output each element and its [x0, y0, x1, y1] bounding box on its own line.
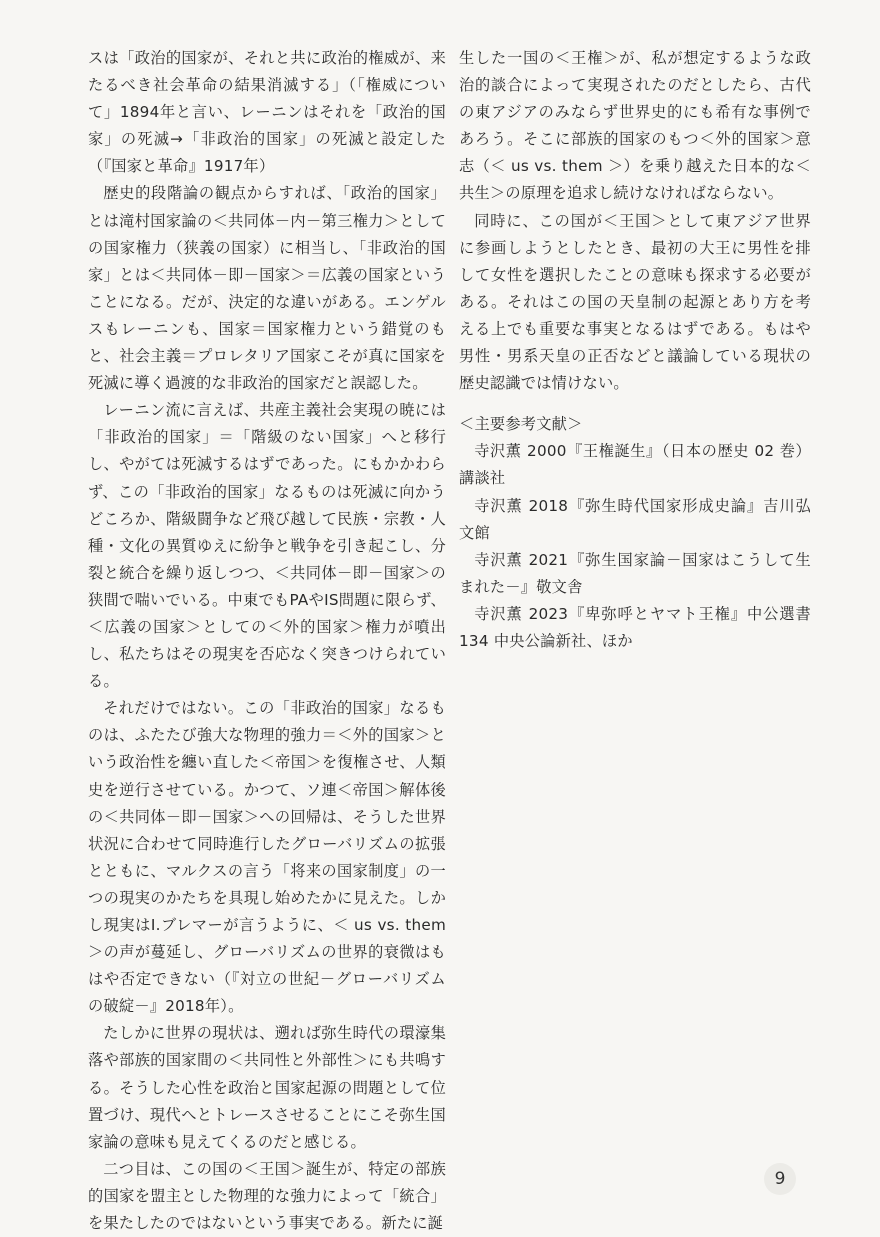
reference-item: 寺沢薫 2021『弥生国家論－国家はこうして生まれた－』敬文舎	[459, 550, 811, 596]
references-heading: ＜主要参考文献＞	[459, 415, 583, 434]
right-column	[459, 45, 811, 655]
page-number: 9	[764, 1163, 796, 1195]
reference-item: 寺沢薫 2023『卑弥呼とヤマト王権』中公選書134 中央公論新社、ほか	[459, 604, 811, 650]
paragraph: 生した一国の＜王権＞が、私が想定するような政治的談合によって実現されたのだとしたら、古代の東アジアのみならず世界史的にも希有な事例であろう。そこに部族的国家のもつ＜外的国家＞意志（＜ us vs. them ＞）を乗り越えた日本的な＜共生＞の原理を追求し続けなければならない。	[459, 49, 811, 203]
paragraph: 二つ目は、この国の＜王国＞誕生が、特定の部族的国家を盟主とした物理的な強力によって「統合」を果たしたのではないという事実である。新たに誕	[88, 1159, 446, 1233]
reference-item: 寺沢薫 2000『王権誕生』（日本の歴史 02 巻）講談社	[459, 442, 811, 488]
paragraph: 歴史的段階論の観点からすれば、「政治的国家」とは滝村国家論の＜共同体－内－第三権力＞としての国家権力（狭義の国家）に相当し、「非政治的国家」とは＜共同体－即－国家＞＝広義の国家ということになる。だが、決定的な違いがある。エンゲルスもレーニンも、国家＝国家権力という錯覚のもと、社会主義＝プロレタリア国家こそが真に国家を死滅に導く過渡的な非政治的国家だと誤認した。	[88, 184, 446, 393]
paragraph: それだけではない。この「非政治的国家」なるものは、ふたたび強大な物理的強力＝＜外的国家＞という政治性を纏い直した＜帝国＞を復権させ、人類史を逆行させている。かつて、ソ連＜帝国＞解体後の＜共同体－即－国家＞への回帰は、そうした世界状況に合わせて同時進行したグローバリズムの拡張とともに、マルクスの言う「将来の国家制度」の一つの現実のかたちを具現し始めたかに見えた。しかし現実はI.ブレマーが言うように、＜ us vs. them ＞の声が蔓延し、グローバリズムの世界的衰微はもはや否定できない（『対立の世紀－グローバリズムの破綻－』2018年）。	[88, 699, 446, 1016]
left-column	[88, 45, 446, 1237]
paragraph: スは「政治的国家が、それと共に政治的権威が、来たるべき社会革命の結果消滅する」（「権威について」1894年と言い、レーニンはそれを「政治的国家」の死滅→「非政治的国家」の死滅と設定した（『国家と革命』1917年）	[88, 49, 446, 176]
reference-item: 寺沢薫 2018『弥生時代国家形成史論』吉川弘文館	[459, 496, 811, 542]
paragraph: レーニン流に言えば、共産主義社会実現の暁には「非政治的国家」＝「階級のない国家」へと移行し、やがては死滅するはずであった。にもかかわらず、この「非政治的国家」なるものは死滅に向かうどころか、階級闘争など飛び越して民族・宗教・人種・文化の異質ゆえに紛争と戦争を引き起こし、分裂と統合を繰り返しつつ、＜共同体－即－国家＞の狭間で喘いでいる。中東でもPAやIS問題に限らず、＜広義の国家＞としての＜外的国家＞権力が噴出し、私たちはその現実を否応なく突きつけられている。	[88, 401, 446, 691]
paragraph: たしかに世界の現状は、遡れば弥生時代の環濠集落や部族的国家間の＜共同性と外部性＞にも共鳴する。そうした心性を政治と国家起源の問題として位置づけ、現代へとトレースさせることにこそ弥生国家論の意味も見えてくるのだと感じる。	[88, 1024, 446, 1151]
paragraph: 同時に、この国が＜王国＞として東アジア世界に参画しようとしたとき、最初の大王に男性を排して女性を選択したことの意味も探求する必要がある。それはこの国の天皇制の起源とあり方を考える上でも重要な事実となるはずである。もはや男性・男系天皇の正否などと議論している現状の歴史認識では情けない。	[459, 211, 811, 393]
